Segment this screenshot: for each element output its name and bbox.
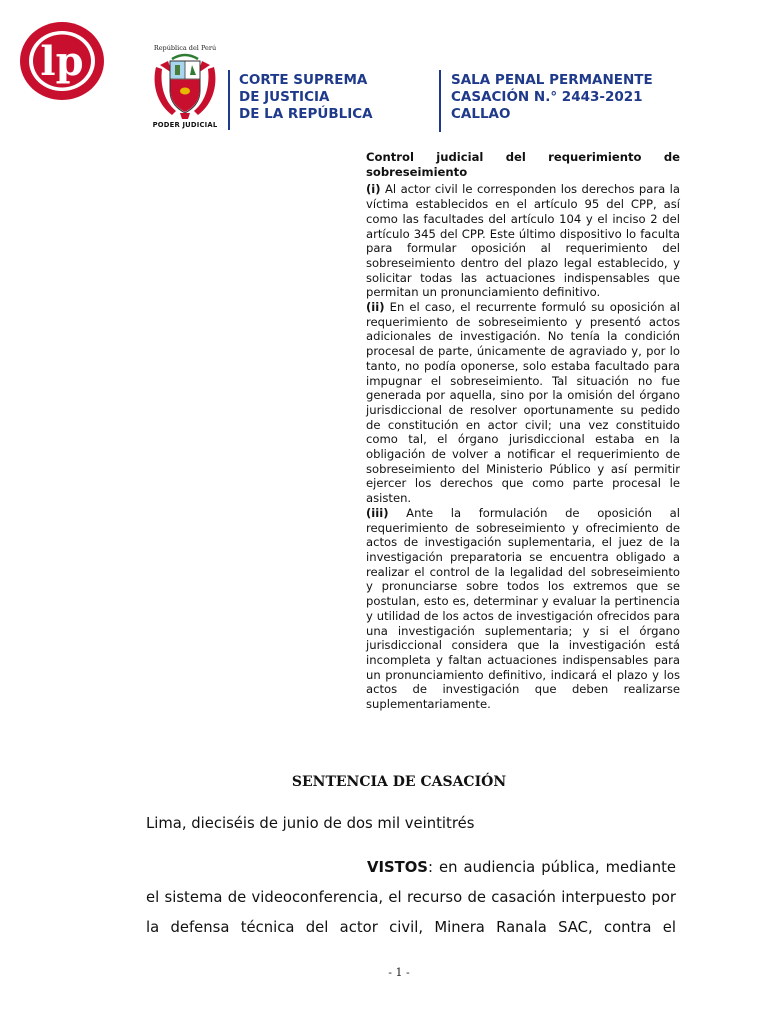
summary-title: Control judicial del requerimiento de: [366, 150, 680, 164]
coat-top-text: República del Perú: [153, 44, 217, 52]
vistos-text: : en audiencia pública, mediante el sistema de videoconferencia, el recurso de casación interpuesto por la defensa técnica del actor civil, Minera Ranala SAC, contra el: [146, 859, 676, 936]
case-number: CASACIÓN N.° 2443-2021: [451, 89, 643, 105]
document-title: SENTENCIA DE CASACIÓN: [291, 774, 507, 790]
sala-header-line: SALA PENAL PERMANENTE: [451, 72, 653, 88]
court-header: [239, 72, 373, 123]
court-header-line: DE LA REPÚBLICA: [239, 106, 373, 122]
summary-item-label: (i): [366, 182, 381, 197]
date-line: Lima, dieciséis de junio de dos mil veintitrés: [146, 815, 475, 832]
shield-emblem-icon: [150, 53, 220, 121]
vistos-paragraph: [146, 853, 676, 943]
page-number: - 1 -: [388, 966, 410, 979]
summary-item-text: En el caso, el recurrente formuló su oposición al requerimiento de sobreseimiento y presentó actos adicionales de investigación. No tenía la condición procesal de parte, únicamente de agraviado y, por lo tanto, no podía oponerse, solo estaba facultado para impugnar el sobreseimiento. Tal situación no fue generada por aquella, sino por la omisión del órgano jurisdiccional de resolver oportunamente su pedido de constitución en actor civil; una vez constituido como tal, el órgano jurisdiccional estaba en la obligación de volver a notificar el requerimiento de sobreseimiento del Ministerio Público y así permitir ejercer los derechos que como parte procesal le asisten.: [366, 300, 680, 506]
coat-of-arms: [146, 44, 224, 130]
sala-header: [451, 72, 653, 123]
summary-item: [366, 506, 680, 712]
court-header-line: DE JUSTICIA: [239, 89, 330, 105]
lp-logo-text: lp: [40, 38, 84, 85]
coat-bottom-text: PODER JUDICIAL: [152, 121, 218, 129]
header-divider-right: [439, 70, 441, 132]
sala-header-line: CALLAO: [451, 106, 511, 122]
summary-title-cont: sobreseimiento: [366, 164, 468, 179]
vistos-label: VISTOS: [367, 859, 428, 876]
summary-item: [366, 182, 680, 300]
summary-item-label: (iii): [366, 505, 389, 520]
lp-logo: [17, 20, 107, 102]
summary-item: [366, 300, 680, 506]
summary-item-text: Ante la formulación de oposición al requerimiento de sobreseimiento y ofrecimiento de actos de investigación suplementaria, el juez de la investigación preparatoria se encuentra obligado a realizar el control de la legalidad del sobreseimiento y pronunciarse sobre todos los extremos que se postulan, esto es, determinar y evaluar la pertinencia y utilidad de los actos de investigación ofrecidos para una investigación suplementaria; y si el órgano jurisdiccional considera que la investigación está incompleta y faltan actuaciones indispensables para un pronunciamiento definitivo, indicará el plazo y los actos de investigación que deben realizarse suplementariamente.: [366, 505, 680, 712]
summary-item-label: (ii): [366, 300, 385, 315]
summary-block: [366, 150, 680, 712]
court-header-line: CORTE SUPREMA: [239, 72, 368, 88]
header-divider-left: [228, 70, 230, 130]
summary-item-text: Al actor civil le corresponden los derechos para la víctima establecidos en el artículo 95 del CPP, así como las facultades del artículo 104 y el inciso 2 del artículo 345 del CPP. Este último dispositivo lo faculta para formular oposición al requerimiento del sobreseimiento dentro del plazo legal establecido, y solicitar todas las actuaciones indispensables que permitan un pronunciamiento definitivo.: [366, 182, 680, 300]
